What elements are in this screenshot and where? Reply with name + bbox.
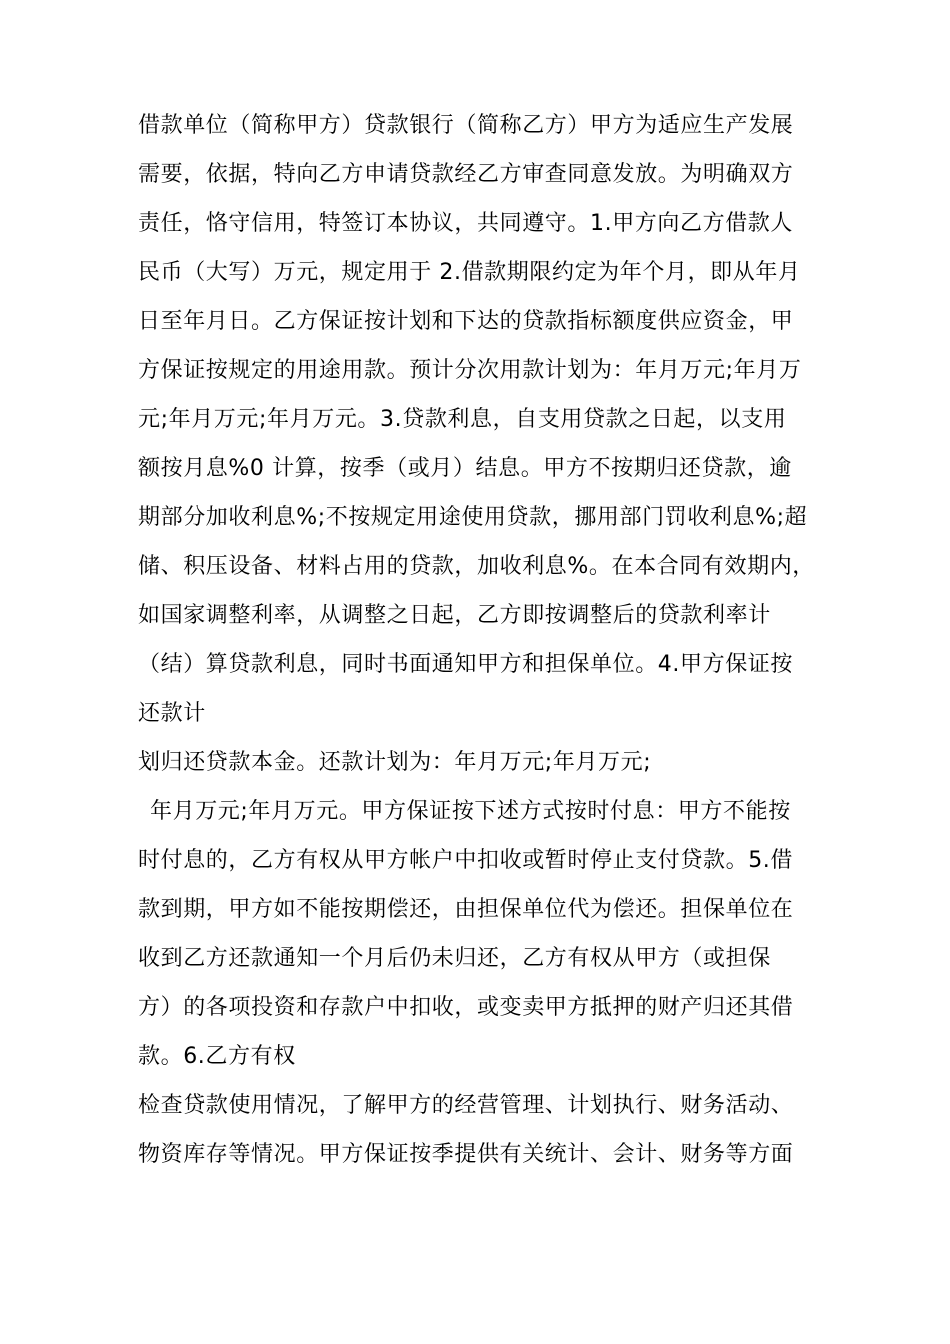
text-line: 方保证按规定的用途用款。预计分次用款计划为：年月万元;年月万	[138, 358, 802, 383]
text-line: 民币（大写）万元，规定用于 2.借款期限约定为年个月，即从年月	[138, 260, 801, 285]
text-line: 额按月息%0 计算，按季（或月）结息。甲方不按期归还贷款，逾	[138, 456, 792, 481]
text-line: 还款计	[138, 701, 206, 726]
text-line: 储、积压设备、材料占用的贷款，加收利息%。在本合同有效期内，	[138, 554, 815, 579]
text-line: 如国家调整利率，从调整之日起，乙方即按调整后的贷款利率计	[138, 603, 771, 628]
text-line: 方）的各项投资和存款户中扣收，或变卖甲方抵押的财产归还其借	[138, 995, 794, 1020]
text-line: 收到乙方还款通知一个月后仍未归还，乙方有权从甲方（或担保	[138, 946, 771, 971]
text-line: 划归还贷款本金。还款计划为：年月万元;年月万元;	[138, 750, 652, 775]
text-line: 期部分加收利息%;不按规定用途使用贷款，挪用部门罚收利息%;超	[138, 505, 808, 530]
text-line: （结）算贷款利息，同时书面通知甲方和担保单位。4.甲方保证按	[138, 652, 793, 677]
text-line: 时付息的，乙方有权从甲方帐户中扣收或暂时停止支付贷款。5.借	[138, 848, 793, 873]
document-body	[138, 105, 838, 1183]
text-line: 日至年月日。乙方保证按计划和下达的贷款指标额度供应资金，甲	[138, 309, 794, 334]
text-line: 年月万元;年月万元。甲方保证按下述方式按时付息：甲方不能按	[150, 799, 791, 824]
text-line: 款到期，甲方如不能按期偿还，由担保单位代为偿还。担保单位在	[138, 897, 794, 922]
text-line: 检查贷款使用情况，了解甲方的经营管理、计划执行、财务活动、	[138, 1093, 794, 1118]
text-line: 借款单位（简称甲方）贷款银行（简称乙方）甲方为适应生产发展	[138, 113, 794, 138]
text-line: 物资库存等情况。甲方保证按季提供有关统计、会计、财务等方面	[138, 1142, 794, 1167]
text-line: 款。6.乙方有权	[138, 1044, 296, 1069]
text-line: 责任，恪守信用，特签订本协议，共同遵守。1.甲方向乙方借款人	[138, 211, 793, 236]
text-line: 需要，依据，特向乙方申请贷款经乙方审查同意发放。为明确双方	[138, 162, 794, 187]
text-line: 元;年月万元;年月万元。3.贷款利息，自支用贷款之日起，以支用	[138, 407, 787, 432]
